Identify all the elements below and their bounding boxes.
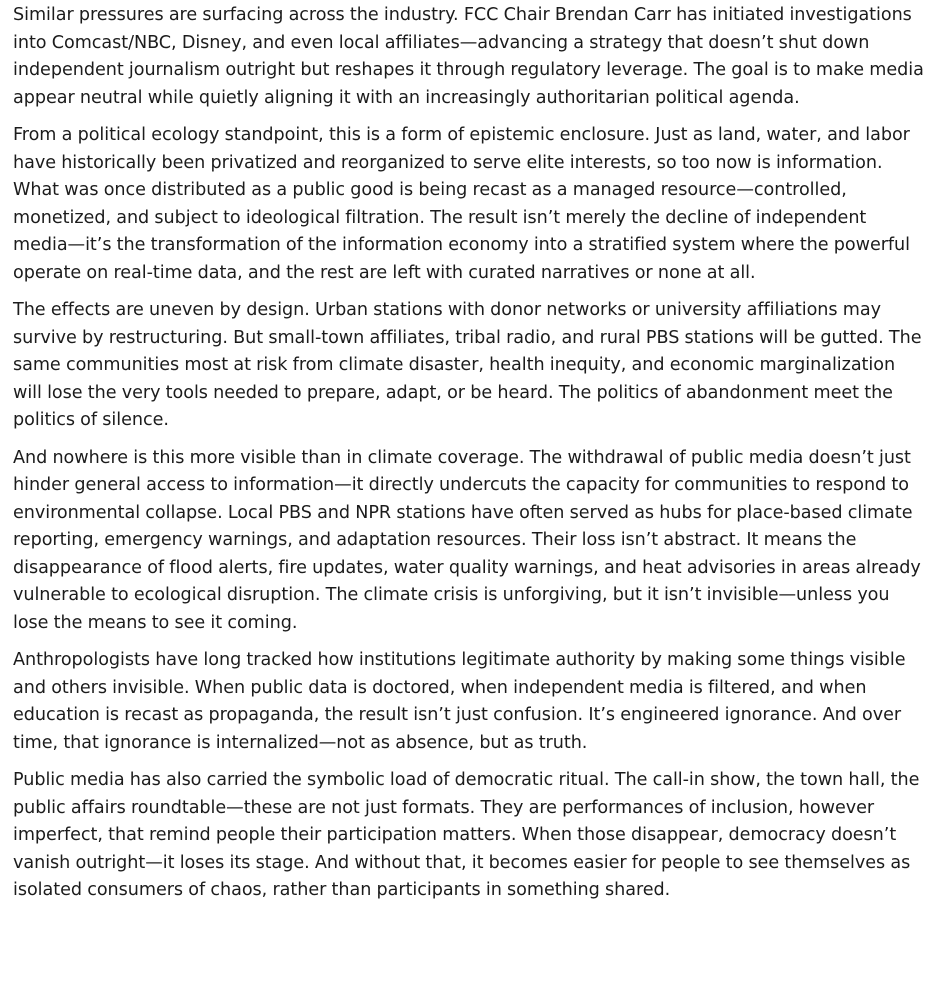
article-body [0, 2, 930, 905]
article-paragraph-5: Anthropologists have long tracked how institutions legitimate authority by making some things visible and others invisible. When public data is doctored, when independent media is filtered, and when education is recast as propaganda, the result isn’t just confusion. It’s engineered ignorance. And over time, that ignorance is internalized—not as absence, but as truth. [13, 650, 906, 753]
article-paragraph-3: The effects are uneven by design. Urban stations with donor networks or university affiliations may survive by restructuring. But small-town affiliates, tribal radio, and rural PBS stations will be gutted. The same communities most at risk from climate disaster, health inequity, and economic marginalization will lose the very tools needed to prepare, adapt, or be heard. The politics of abandonment meet the politics of silence. [13, 300, 922, 430]
article-paragraph-2: From a political ecology standpoint, this is a form of epistemic enclosure. Just as land, water, and labor have historically been privatized and reorganized to serve elite interests, so too now is information. What was once distributed as a public good is being recast as a managed resource—controlled, monetized, and subject to ideological filtration. The result isn’t merely the decline of independent media—it’s the transformation of the information economy into a stratified system where the powerful operate on real-time data, and the rest are left with curated narratives or none at all. [13, 125, 910, 283]
article-paragraph-1: Similar pressures are surfacing across the industry. FCC Chair Brendan Carr has initiated investigations into Comcast/NBC, Disney, and even local affiliates—advancing a strategy that doesn’t shut down independent journalism outright but reshapes it through regulatory leverage. The goal is to make media appear neutral while quietly aligning it with an increasingly authoritarian political agenda. [13, 5, 924, 108]
article-paragraph-4: And nowhere is this more visible than in climate coverage. The withdrawal of public media doesn’t just hinder general access to information—it directly undercuts the capacity for communities to respond to environmental collapse. Local PBS and NPR stations have often served as hubs for place-based climate reporting, emergency warnings, and adaptation resources. Their loss isn’t abstract. It means the disappearance of flood alerts, fire updates, water quality warnings, and heat advisories in areas already vulnerable to ecological disruption. The climate crisis is unforgiving, but it isn’t invisible—unless you lose the means to see it coming. [13, 447, 921, 633]
article-paragraph-6: Public media has also carried the symbolic load of democratic ritual. The call-in show, the town hall, the public affairs roundtable—these are not just formats. They are performances of inclusion, however imperfect, that remind people their participation matters. When those disappear, democracy doesn’t vanish outright—it loses its stage. And without that, it becomes easier for people to see themselves as isolated consumers of chaos, rather than participants in something shared. [13, 770, 920, 900]
